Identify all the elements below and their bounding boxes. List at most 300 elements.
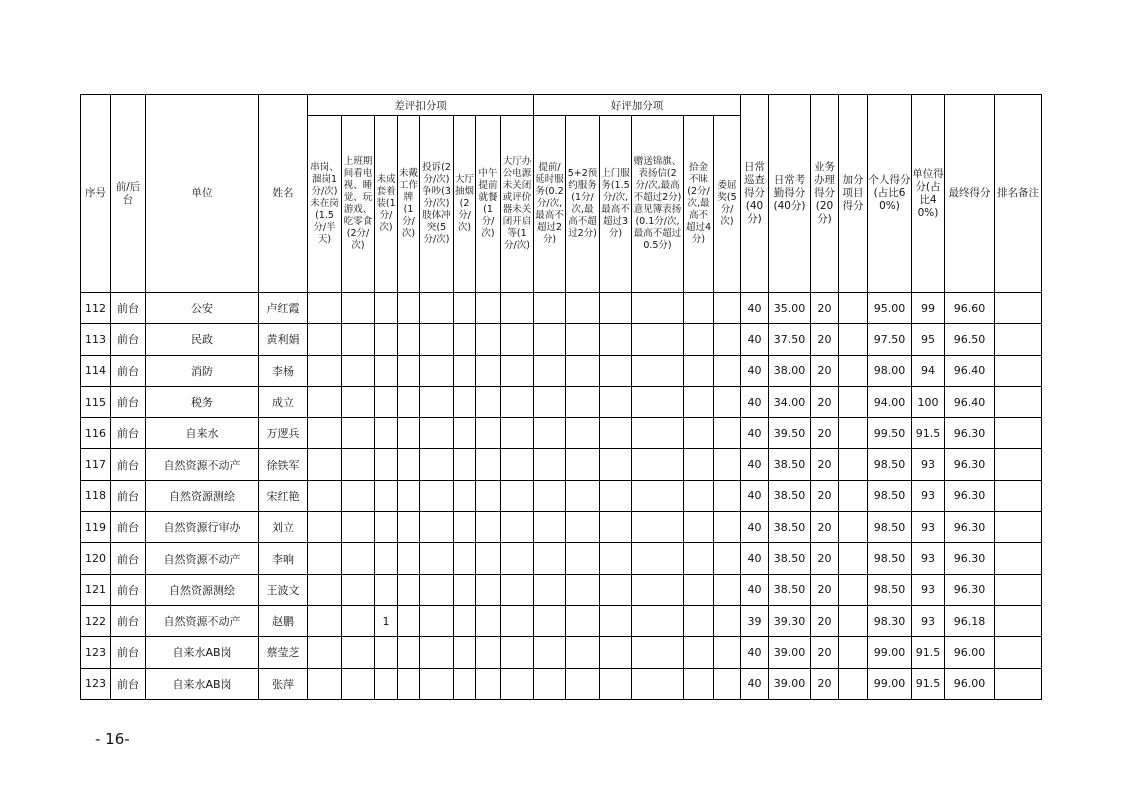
cell-score-item — [375, 449, 398, 480]
cell-score-item — [342, 449, 375, 480]
cell-business: 20 — [811, 449, 839, 480]
cell-score-item — [308, 293, 342, 324]
table-row — [81, 512, 1042, 543]
header-neg-item-7: 中午提前就餐(1分/次) — [476, 116, 501, 293]
cell-score-item — [308, 386, 342, 417]
cell-bonus — [839, 637, 868, 668]
cell-score-item — [632, 574, 684, 605]
cell-attendance: 38.00 — [769, 355, 811, 386]
cell-score-item — [398, 480, 420, 511]
cell-score-item — [420, 543, 454, 574]
cell-patrol: 40 — [741, 574, 769, 605]
cell-score-item — [534, 574, 566, 605]
cell-bonus — [839, 293, 868, 324]
cell-seq: 119 — [81, 512, 111, 543]
cell-score-item — [342, 605, 375, 636]
cell-score-item — [342, 480, 375, 511]
cell-unit-score: 91.5 — [912, 668, 945, 699]
cell-score-item — [420, 605, 454, 636]
cell-unit: 自然资源不动产 — [146, 449, 259, 480]
cell-score-item — [684, 293, 714, 324]
cell-score-item — [476, 605, 501, 636]
cell-name: 刘立 — [259, 512, 308, 543]
cell-score-item — [684, 324, 714, 355]
cell-patrol: 40 — [741, 386, 769, 417]
cell-score-item — [714, 324, 741, 355]
cell-attendance: 39.00 — [769, 668, 811, 699]
header-pos-item-4: 赠送锦旗、表扬信(2分/次,最高不超过2分)意见簿表扬(0.1分/次,最高不超过0.5分) — [632, 116, 684, 293]
cell-desk: 前台 — [111, 293, 146, 324]
cell-desk: 前台 — [111, 543, 146, 574]
cell-name: 卢红霞 — [259, 293, 308, 324]
header-personal: 个人得分(占比60%) — [868, 95, 912, 293]
cell-final: 96.60 — [945, 293, 995, 324]
cell-seq: 121 — [81, 574, 111, 605]
cell-personal: 98.50 — [868, 574, 912, 605]
cell-bonus — [839, 418, 868, 449]
cell-score-item — [398, 574, 420, 605]
cell-unit-score: 93 — [912, 480, 945, 511]
table-row — [81, 355, 1042, 386]
cell-score-item — [308, 512, 342, 543]
header-attendance: 日常考勤得分(40分) — [769, 95, 811, 293]
cell-score-item — [600, 480, 632, 511]
cell-score-item — [454, 512, 476, 543]
cell-score-item — [684, 355, 714, 386]
cell-remark — [995, 324, 1042, 355]
cell-score-item — [375, 418, 398, 449]
cell-score-item — [398, 512, 420, 543]
cell-unit-score: 93 — [912, 543, 945, 574]
cell-business: 20 — [811, 668, 839, 699]
cell-score-item — [714, 293, 741, 324]
cell-score-item — [398, 386, 420, 417]
cell-score-item — [714, 668, 741, 699]
cell-score-item — [600, 668, 632, 699]
cell-personal: 98.50 — [868, 543, 912, 574]
header-neg-item-1: 串岗、溜岗1分/次)未在岗(1.5分/半天) — [308, 116, 342, 293]
cell-score-item — [632, 668, 684, 699]
cell-desk: 前台 — [111, 480, 146, 511]
header-pos-item-1: 提前/延时服务(0.2分/次,最高不超过2分) — [534, 116, 566, 293]
header-unit: 单位 — [146, 95, 259, 293]
cell-score-item — [375, 574, 398, 605]
cell-score-item — [420, 293, 454, 324]
cell-final: 96.30 — [945, 574, 995, 605]
cell-remark — [995, 512, 1042, 543]
cell-name: 赵鹏 — [259, 605, 308, 636]
cell-score-item — [632, 449, 684, 480]
cell-score-item — [375, 480, 398, 511]
cell-score-item — [342, 418, 375, 449]
cell-score-item — [398, 449, 420, 480]
cell-final: 96.30 — [945, 449, 995, 480]
header-bonus: 加分项目得分 — [839, 95, 868, 293]
cell-score-item — [534, 668, 566, 699]
cell-attendance: 38.50 — [769, 449, 811, 480]
cell-score-item — [632, 543, 684, 574]
header-remark: 排名备注 — [995, 95, 1042, 293]
cell-score-item — [454, 293, 476, 324]
cell-score-item — [684, 480, 714, 511]
cell-personal: 97.50 — [868, 324, 912, 355]
table-row — [81, 293, 1042, 324]
cell-unit: 公安 — [146, 293, 259, 324]
header-neg-item-3: 未成套着装(1分/次) — [375, 116, 398, 293]
cell-unit-score: 93 — [912, 605, 945, 636]
cell-name: 成立 — [259, 386, 308, 417]
cell-score-item — [632, 512, 684, 543]
cell-unit-score: 93 — [912, 574, 945, 605]
cell-name: 李杨 — [259, 355, 308, 386]
cell-score-item — [566, 293, 600, 324]
cell-score-item — [534, 355, 566, 386]
cell-score-item — [420, 355, 454, 386]
cell-score-item — [420, 386, 454, 417]
cell-score-item — [308, 418, 342, 449]
cell-score-item — [308, 543, 342, 574]
cell-score-item — [501, 512, 534, 543]
cell-score-item — [714, 480, 741, 511]
cell-score-item — [342, 355, 375, 386]
cell-score-item — [342, 543, 375, 574]
cell-business: 20 — [811, 386, 839, 417]
cell-score-item — [342, 293, 375, 324]
cell-score-item — [566, 605, 600, 636]
cell-personal: 98.50 — [868, 449, 912, 480]
cell-name: 张萍 — [259, 668, 308, 699]
cell-score-item — [308, 637, 342, 668]
cell-remark — [995, 293, 1042, 324]
cell-score-item — [420, 512, 454, 543]
cell-desk: 前台 — [111, 355, 146, 386]
cell-score-item — [632, 418, 684, 449]
cell-patrol: 40 — [741, 637, 769, 668]
cell-score-item — [714, 574, 741, 605]
cell-score-item — [398, 355, 420, 386]
cell-patrol: 40 — [741, 324, 769, 355]
table-row — [81, 574, 1042, 605]
cell-score-item — [632, 480, 684, 511]
cell-remark — [995, 543, 1042, 574]
table-row — [81, 449, 1042, 480]
cell-score-item — [308, 324, 342, 355]
cell-score-item — [501, 668, 534, 699]
cell-business: 20 — [811, 324, 839, 355]
cell-remark — [995, 449, 1042, 480]
table-row — [81, 668, 1042, 699]
cell-unit: 消防 — [146, 355, 259, 386]
header-neg-item-4: 未戴工作牌(1分/次) — [398, 116, 420, 293]
cell-score-item — [534, 480, 566, 511]
cell-patrol: 40 — [741, 293, 769, 324]
header-negative-group: 差评扣分项 — [308, 95, 534, 116]
table-body — [81, 293, 1042, 700]
cell-seq: 117 — [81, 449, 111, 480]
cell-name: 万逻兵 — [259, 418, 308, 449]
cell-score-item — [501, 605, 534, 636]
cell-score-item — [600, 386, 632, 417]
cell-score-item — [454, 355, 476, 386]
cell-attendance: 38.50 — [769, 574, 811, 605]
cell-unit-score: 100 — [912, 386, 945, 417]
header-positive-group: 好评加分项 — [534, 95, 741, 116]
header-seq: 序号 — [81, 95, 111, 293]
header-name: 姓名 — [259, 95, 308, 293]
cell-score-item — [600, 418, 632, 449]
score-table — [80, 94, 1042, 700]
cell-score-item — [600, 449, 632, 480]
cell-business: 20 — [811, 480, 839, 511]
cell-personal: 99.50 — [868, 418, 912, 449]
cell-score-item — [600, 324, 632, 355]
cell-score-item — [398, 293, 420, 324]
cell-score-item — [534, 637, 566, 668]
cell-attendance: 38.50 — [769, 512, 811, 543]
cell-desk: 前台 — [111, 512, 146, 543]
cell-final: 96.30 — [945, 543, 995, 574]
cell-score-item — [501, 480, 534, 511]
cell-seq: 112 — [81, 293, 111, 324]
cell-score-item — [600, 543, 632, 574]
header-pos-item-5: 拾金不昧(2分/次,最高不超过4分) — [684, 116, 714, 293]
cell-score-item — [566, 543, 600, 574]
cell-score-item — [714, 543, 741, 574]
header-desk: 前/后台 — [111, 95, 146, 293]
cell-unit: 自然资源测绘 — [146, 574, 259, 605]
cell-score-item — [566, 668, 600, 699]
cell-score-item — [600, 355, 632, 386]
cell-score-item — [501, 293, 534, 324]
cell-patrol: 40 — [741, 355, 769, 386]
cell-score-item — [684, 543, 714, 574]
cell-score-item — [476, 512, 501, 543]
cell-name: 宋红艳 — [259, 480, 308, 511]
cell-score-item — [501, 449, 534, 480]
cell-bonus — [839, 480, 868, 511]
page-number: - 16- — [95, 730, 130, 748]
cell-score-item — [454, 668, 476, 699]
table-row — [81, 418, 1042, 449]
cell-score-item — [684, 512, 714, 543]
cell-score-item — [600, 605, 632, 636]
cell-score-item — [342, 512, 375, 543]
cell-seq: 120 — [81, 543, 111, 574]
cell-patrol: 40 — [741, 480, 769, 511]
cell-score-item — [308, 605, 342, 636]
cell-name: 黄利娟 — [259, 324, 308, 355]
cell-desk: 前台 — [111, 324, 146, 355]
cell-business: 20 — [811, 355, 839, 386]
cell-score-item — [534, 543, 566, 574]
cell-score-item — [420, 574, 454, 605]
cell-business: 20 — [811, 418, 839, 449]
cell-bonus — [839, 543, 868, 574]
cell-bonus — [839, 386, 868, 417]
cell-desk: 前台 — [111, 605, 146, 636]
cell-bonus — [839, 668, 868, 699]
cell-attendance: 34.00 — [769, 386, 811, 417]
cell-score-item — [454, 418, 476, 449]
cell-remark — [995, 605, 1042, 636]
cell-name: 徐铁军 — [259, 449, 308, 480]
cell-score-item — [375, 512, 398, 543]
cell-business: 20 — [811, 293, 839, 324]
cell-score-item — [308, 480, 342, 511]
cell-score-item — [714, 418, 741, 449]
cell-remark — [995, 355, 1042, 386]
cell-final: 96.50 — [945, 324, 995, 355]
cell-remark — [995, 480, 1042, 511]
cell-seq: 123 — [81, 637, 111, 668]
cell-score-item — [454, 449, 476, 480]
table-row — [81, 480, 1042, 511]
header-final: 最终得分 — [945, 95, 995, 293]
cell-seq: 123 — [81, 668, 111, 699]
cell-unit: 税务 — [146, 386, 259, 417]
cell-patrol: 40 — [741, 418, 769, 449]
cell-score-item — [534, 324, 566, 355]
cell-attendance: 38.50 — [769, 543, 811, 574]
cell-score-item — [534, 293, 566, 324]
cell-score-item — [684, 386, 714, 417]
cell-score-item — [566, 386, 600, 417]
cell-desk: 前台 — [111, 637, 146, 668]
cell-personal: 99.00 — [868, 637, 912, 668]
cell-score-item — [454, 324, 476, 355]
cell-score-item — [714, 512, 741, 543]
cell-final: 96.30 — [945, 480, 995, 511]
cell-remark — [995, 637, 1042, 668]
cell-business: 20 — [811, 543, 839, 574]
cell-score-item — [398, 418, 420, 449]
cell-score-item — [600, 637, 632, 668]
cell-score-item — [454, 637, 476, 668]
cell-score-item — [600, 293, 632, 324]
cell-unit: 自然资源行审办 — [146, 512, 259, 543]
cell-score-item — [476, 386, 501, 417]
cell-score-item — [375, 543, 398, 574]
cell-attendance: 35.00 — [769, 293, 811, 324]
cell-remark — [995, 574, 1042, 605]
cell-score-item: 1 — [375, 605, 398, 636]
cell-score-item — [501, 637, 534, 668]
cell-score-item — [632, 324, 684, 355]
cell-patrol: 40 — [741, 449, 769, 480]
cell-score-item — [342, 324, 375, 355]
cell-bonus — [839, 324, 868, 355]
cell-score-item — [420, 324, 454, 355]
cell-remark — [995, 386, 1042, 417]
cell-attendance: 38.50 — [769, 480, 811, 511]
cell-score-item — [398, 605, 420, 636]
cell-score-item — [566, 512, 600, 543]
cell-score-item — [454, 605, 476, 636]
cell-score-item — [566, 480, 600, 511]
cell-final: 96.00 — [945, 637, 995, 668]
cell-score-item — [398, 543, 420, 574]
cell-score-item — [420, 449, 454, 480]
header-neg-item-2: 上班期间看电视、睡觉、玩游戏、吃零食(2分/次) — [342, 116, 375, 293]
cell-score-item — [454, 480, 476, 511]
cell-unit: 自然资源不动产 — [146, 543, 259, 574]
cell-unit: 自来水AB岗 — [146, 637, 259, 668]
cell-score-item — [501, 543, 534, 574]
cell-final: 96.30 — [945, 512, 995, 543]
cell-business: 20 — [811, 637, 839, 668]
cell-score-item — [714, 386, 741, 417]
cell-score-item — [566, 637, 600, 668]
cell-desk: 前台 — [111, 668, 146, 699]
cell-unit-score: 95 — [912, 324, 945, 355]
cell-patrol: 39 — [741, 605, 769, 636]
cell-score-item — [476, 293, 501, 324]
cell-business: 20 — [811, 605, 839, 636]
cell-unit: 自然资源不动产 — [146, 605, 259, 636]
cell-final: 96.18 — [945, 605, 995, 636]
cell-score-item — [476, 449, 501, 480]
cell-score-item — [476, 480, 501, 511]
cell-unit-score: 94 — [912, 355, 945, 386]
cell-personal: 94.00 — [868, 386, 912, 417]
cell-attendance: 39.50 — [769, 418, 811, 449]
cell-patrol: 40 — [741, 512, 769, 543]
cell-desk: 前台 — [111, 386, 146, 417]
cell-unit: 自来水 — [146, 418, 259, 449]
cell-business: 20 — [811, 574, 839, 605]
cell-score-item — [420, 418, 454, 449]
cell-score-item — [534, 512, 566, 543]
cell-unit: 自然资源测绘 — [146, 480, 259, 511]
cell-score-item — [398, 324, 420, 355]
cell-attendance: 39.00 — [769, 637, 811, 668]
cell-score-item — [420, 668, 454, 699]
cell-bonus — [839, 512, 868, 543]
cell-personal: 98.50 — [868, 480, 912, 511]
cell-score-item — [454, 386, 476, 417]
table-row — [81, 605, 1042, 636]
cell-unit-score: 93 — [912, 449, 945, 480]
cell-score-item — [566, 355, 600, 386]
table-row — [81, 543, 1042, 574]
cell-score-item — [375, 293, 398, 324]
cell-score-item — [714, 355, 741, 386]
cell-seq: 118 — [81, 480, 111, 511]
cell-final: 96.40 — [945, 355, 995, 386]
cell-score-item — [501, 386, 534, 417]
cell-final: 96.40 — [945, 386, 995, 417]
cell-score-item — [632, 637, 684, 668]
cell-score-item — [454, 543, 476, 574]
cell-business: 20 — [811, 512, 839, 543]
cell-score-item — [398, 668, 420, 699]
cell-unit-score: 93 — [912, 512, 945, 543]
cell-bonus — [839, 449, 868, 480]
cell-seq: 116 — [81, 418, 111, 449]
cell-unit: 自来水AB岗 — [146, 668, 259, 699]
cell-score-item — [375, 355, 398, 386]
cell-bonus — [839, 605, 868, 636]
cell-score-item — [600, 512, 632, 543]
cell-seq: 114 — [81, 355, 111, 386]
cell-score-item — [684, 637, 714, 668]
cell-score-item — [684, 668, 714, 699]
cell-name: 李响 — [259, 543, 308, 574]
cell-personal: 98.30 — [868, 605, 912, 636]
header-business: 业务办理得分(20分) — [811, 95, 839, 293]
cell-score-item — [454, 574, 476, 605]
cell-score-item — [714, 605, 741, 636]
